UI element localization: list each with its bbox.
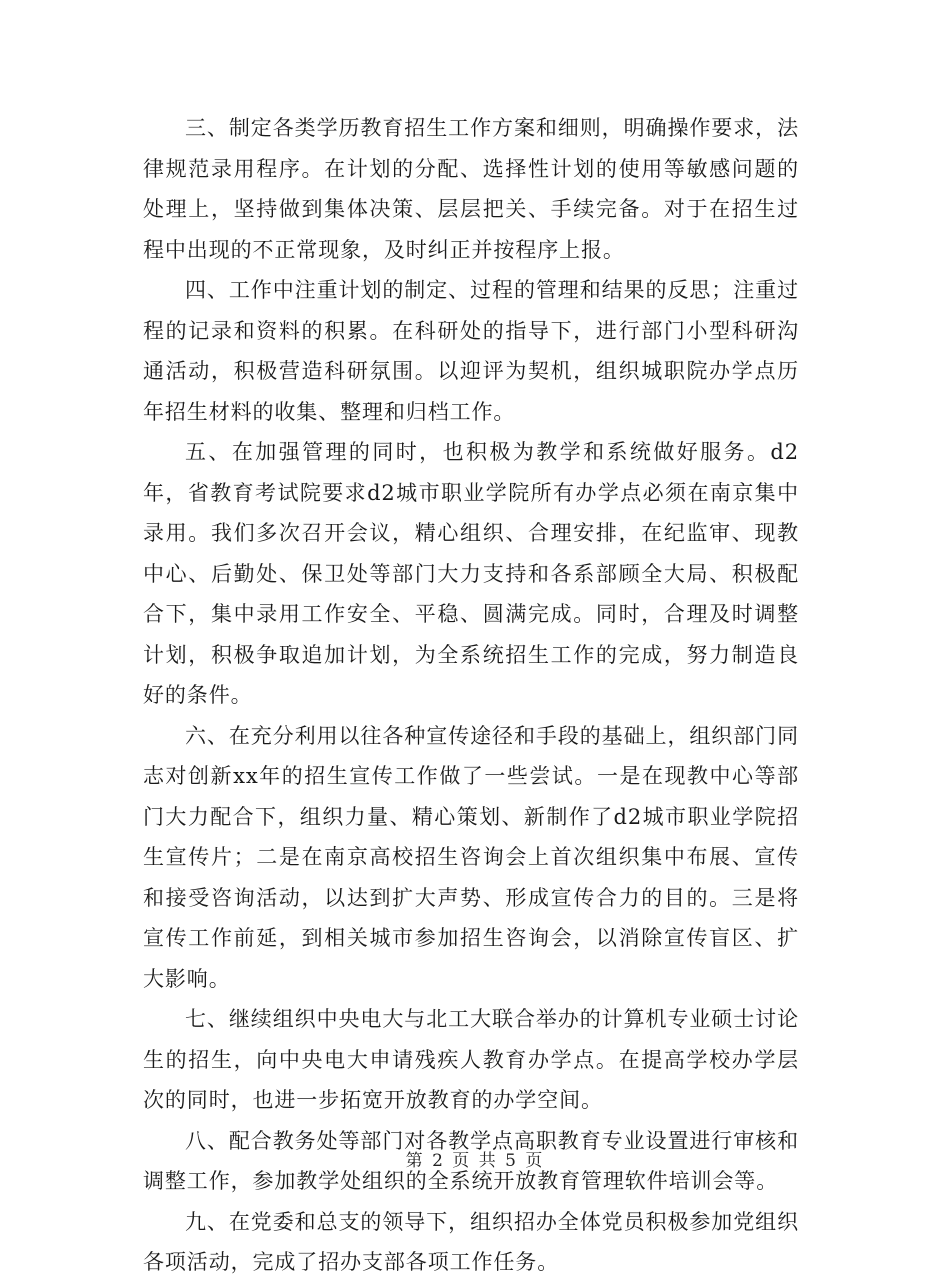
paragraph-9: 九、在党委和总支的领导下，组织招办全体党员积极参加党组织各项活动，完成了招办支部各项工作任务。 <box>143 1209 799 1274</box>
paragraph-3: 三、制定各类学历教育招生工作方案和细则，明确操作要求，法律规范录用程序。在计划的分配、选择性计划的使用等敏感问题的处理上，坚持做到集体决策、层层把关、手续完备。对于在招生过程中出现的不正常现象，及时纠正并按程序上报。 <box>143 116 799 262</box>
paragraph-6: 六、在充分利用以往各种宣传途径和手段的基础上，组织部门同志对创新xx年的招生宣传工作做了一些尝试。一是在现教中心等部门大力配合下，组织力量、精心策划、新制作了d2城市职业学院招生宣传片；二是在南京高校招生咨询会上首次组织集中布展、宣传和接受咨询活动，以达到扩大声势、形成宣传合力的目的。三是将宣传工作前延，到相关城市参加招生咨询会，以消除宣传盲区、扩大影响。 <box>143 723 799 991</box>
paragraph-8: 八、配合教务处等部门对各教学点高职教育专业设置进行审核和调整工作，参加教学处组织的全系统开放教育管理软件培训会等。 <box>143 1128 799 1193</box>
paragraph-5: 五、在加强管理的同时，也积极为教学和系统做好服务。d2年，省教育考试院要求d2城市职业学院所有办学点必须在南京集中录用。我们多次召开会议，精心组织、合理安排，在纪监审、现教中心、后勤处、保卫处等部门大力支持和各系部顾全大局、积极配合下，集中录用工作安全、平稳、圆满完成。同时，合理及时调整计划，积极争取追加计划，为全系统招生工作的完成，努力制造良好的条件。 <box>143 440 799 707</box>
paragraph-4: 四、工作中注重计划的制定、过程的管理和结果的反思；注重过程的记录和资料的积累。在科研处的指导下，进行部门小型科研沟通活动，积极营造科研氛围。以迎评为契机，组织城职院办学点历年招生材料的收集、整理和归档工作。 <box>143 278 799 424</box>
page-number-footer: 第 2 页 共 5 页 <box>405 1151 545 1171</box>
paragraph-7: 七、继续组织中央电大与北工大联合举办的计算机专业硕士讨论生的招生，向中央电大申请残疾人教育办学点。在提高学校办学层次的同时，也进一步拓宽开放教育的办学空间。 <box>143 1007 799 1112</box>
document-body <box>143 108 799 1283</box>
